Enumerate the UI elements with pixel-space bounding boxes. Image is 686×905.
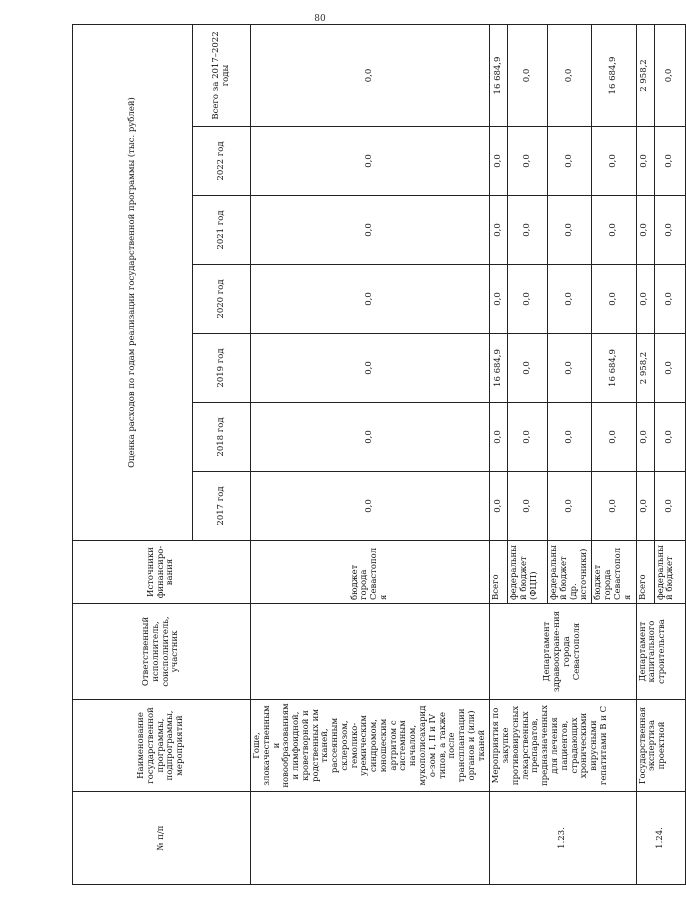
- cell-value: 0,0: [592, 265, 636, 334]
- cell-value: 0,0: [508, 127, 548, 196]
- cell-value: 0,0: [592, 196, 636, 265]
- cell-value: 0,0: [592, 472, 636, 541]
- header-estimate-group: Оценка расходов по годам реализации государственной программы (тыс. рублей): [73, 25, 193, 541]
- cell-value: 0,0: [490, 472, 508, 541]
- cell-name: Государственная экспертиза проектной: [636, 700, 685, 792]
- cell-executor: [251, 604, 490, 700]
- cell-value: 0,0: [251, 265, 490, 334]
- cell-value: 0,0: [654, 196, 685, 265]
- cell-value: 2 958,2: [636, 334, 654, 403]
- header-num: № п/п: [73, 792, 251, 885]
- cell-value: 0,0: [654, 127, 685, 196]
- cell-value: 0,0: [636, 265, 654, 334]
- table-row: [490, 25, 508, 885]
- cell-executor: Департамент здравоохране-ния города Севастополя: [490, 604, 636, 700]
- cell-source: бюджет города Севастополя: [592, 541, 636, 604]
- table-row: [251, 25, 490, 885]
- cell-value: 0,0: [490, 127, 508, 196]
- header-year-2018: 2018 год: [193, 403, 251, 472]
- cell-value: 0,0: [508, 265, 548, 334]
- cell-value: 0,0: [251, 334, 490, 403]
- cell-value: 16 684,9: [490, 334, 508, 403]
- cell-value: 0,0: [548, 196, 592, 265]
- cell-value: 16 684,9: [592, 334, 636, 403]
- cell-value: 0,0: [654, 334, 685, 403]
- header-row: [73, 25, 193, 885]
- header-name: Наименование государственной программы, подпрограммы, мероприятий: [73, 700, 251, 792]
- cell-source: федеральный бюджет (ФЦП): [508, 541, 548, 604]
- cell-value: 0,0: [592, 403, 636, 472]
- cell-num: [251, 792, 490, 885]
- cell-value: 0,0: [251, 196, 490, 265]
- cell-value: 0,0: [654, 472, 685, 541]
- cell-value: 0,0: [508, 196, 548, 265]
- rotated-table-wrapper: [72, 25, 676, 885]
- cell-num: 1.23.: [490, 792, 636, 885]
- header-year-2022: 2022 год: [193, 127, 251, 196]
- cell-source: бюджет города Севастополя: [251, 541, 490, 604]
- cell-value: 0,0: [636, 127, 654, 196]
- table-row: [636, 25, 654, 885]
- cell-value: 0,0: [548, 334, 592, 403]
- cell-value: 0,0: [548, 403, 592, 472]
- cell-value: 0,0: [548, 25, 592, 127]
- cell-name: Мероприятия по закупке противовирусных лекарственных препаратов, предназначенных для лечения пациентов, страдающих хроническими вирусными гепатитами В и С: [490, 700, 636, 792]
- cell-value: 0,0: [508, 25, 548, 127]
- cell-value: 2 958,2: [636, 25, 654, 127]
- cell-value: 0,0: [251, 127, 490, 196]
- cell-value: 0,0: [654, 403, 685, 472]
- cell-value: 0,0: [548, 472, 592, 541]
- cell-source: федеральный бюджет (др. источники): [548, 541, 592, 604]
- cell-value: 0,0: [636, 472, 654, 541]
- header-source: Источники финансиро-вания: [73, 541, 251, 604]
- cell-value: 16 684,9: [490, 25, 508, 127]
- cell-source: федеральный бюджет: [654, 541, 685, 604]
- header-total: Всего за 2017–2022 годы: [193, 25, 251, 127]
- cell-value: 0,0: [508, 403, 548, 472]
- budget-table: [72, 24, 686, 885]
- cell-value: 0,0: [548, 265, 592, 334]
- cell-value: 0,0: [548, 127, 592, 196]
- header-executor: Ответственный исполнитель, соисполнитель, участник: [73, 604, 251, 700]
- cell-value: 0,0: [490, 196, 508, 265]
- cell-value: 0,0: [490, 403, 508, 472]
- page-number: 80: [314, 14, 326, 24]
- cell-value: 0,0: [490, 265, 508, 334]
- cell-value: 0,0: [251, 403, 490, 472]
- cell-value: 0,0: [508, 472, 548, 541]
- cell-value: 0,0: [654, 25, 685, 127]
- header-year-2020: 2020 год: [193, 265, 251, 334]
- cell-executor: Департамент капитального строительства: [636, 604, 685, 700]
- cell-source: Всего: [636, 541, 654, 604]
- cell-value: 0,0: [251, 472, 490, 541]
- cell-value: 0,0: [636, 403, 654, 472]
- cell-num: 1.24.: [636, 792, 685, 885]
- cell-value: 0,0: [592, 127, 636, 196]
- cell-value: 0,0: [636, 196, 654, 265]
- cell-name: Гоше, злокачественными новообразованиями лимфоидной, кроветворной и родственных им тканей, рассеянным склерозом, гемолико-уремическим синдромом, юношеским артритом с системным началом, мукополисахаридо-зом I, II и IV типов, а также после трансплантации органов и (или) тканей: [251, 700, 490, 792]
- cell-source: Всего: [490, 541, 508, 604]
- cell-value: 0,0: [654, 265, 685, 334]
- cell-value: 0,0: [251, 25, 490, 127]
- cell-value: 0,0: [508, 334, 548, 403]
- header-year-2019: 2019 год: [193, 334, 251, 403]
- header-year-2017: 2017 год: [193, 472, 251, 541]
- header-year-2021: 2021 год: [193, 196, 251, 265]
- cell-value: 16 684,9: [592, 25, 636, 127]
